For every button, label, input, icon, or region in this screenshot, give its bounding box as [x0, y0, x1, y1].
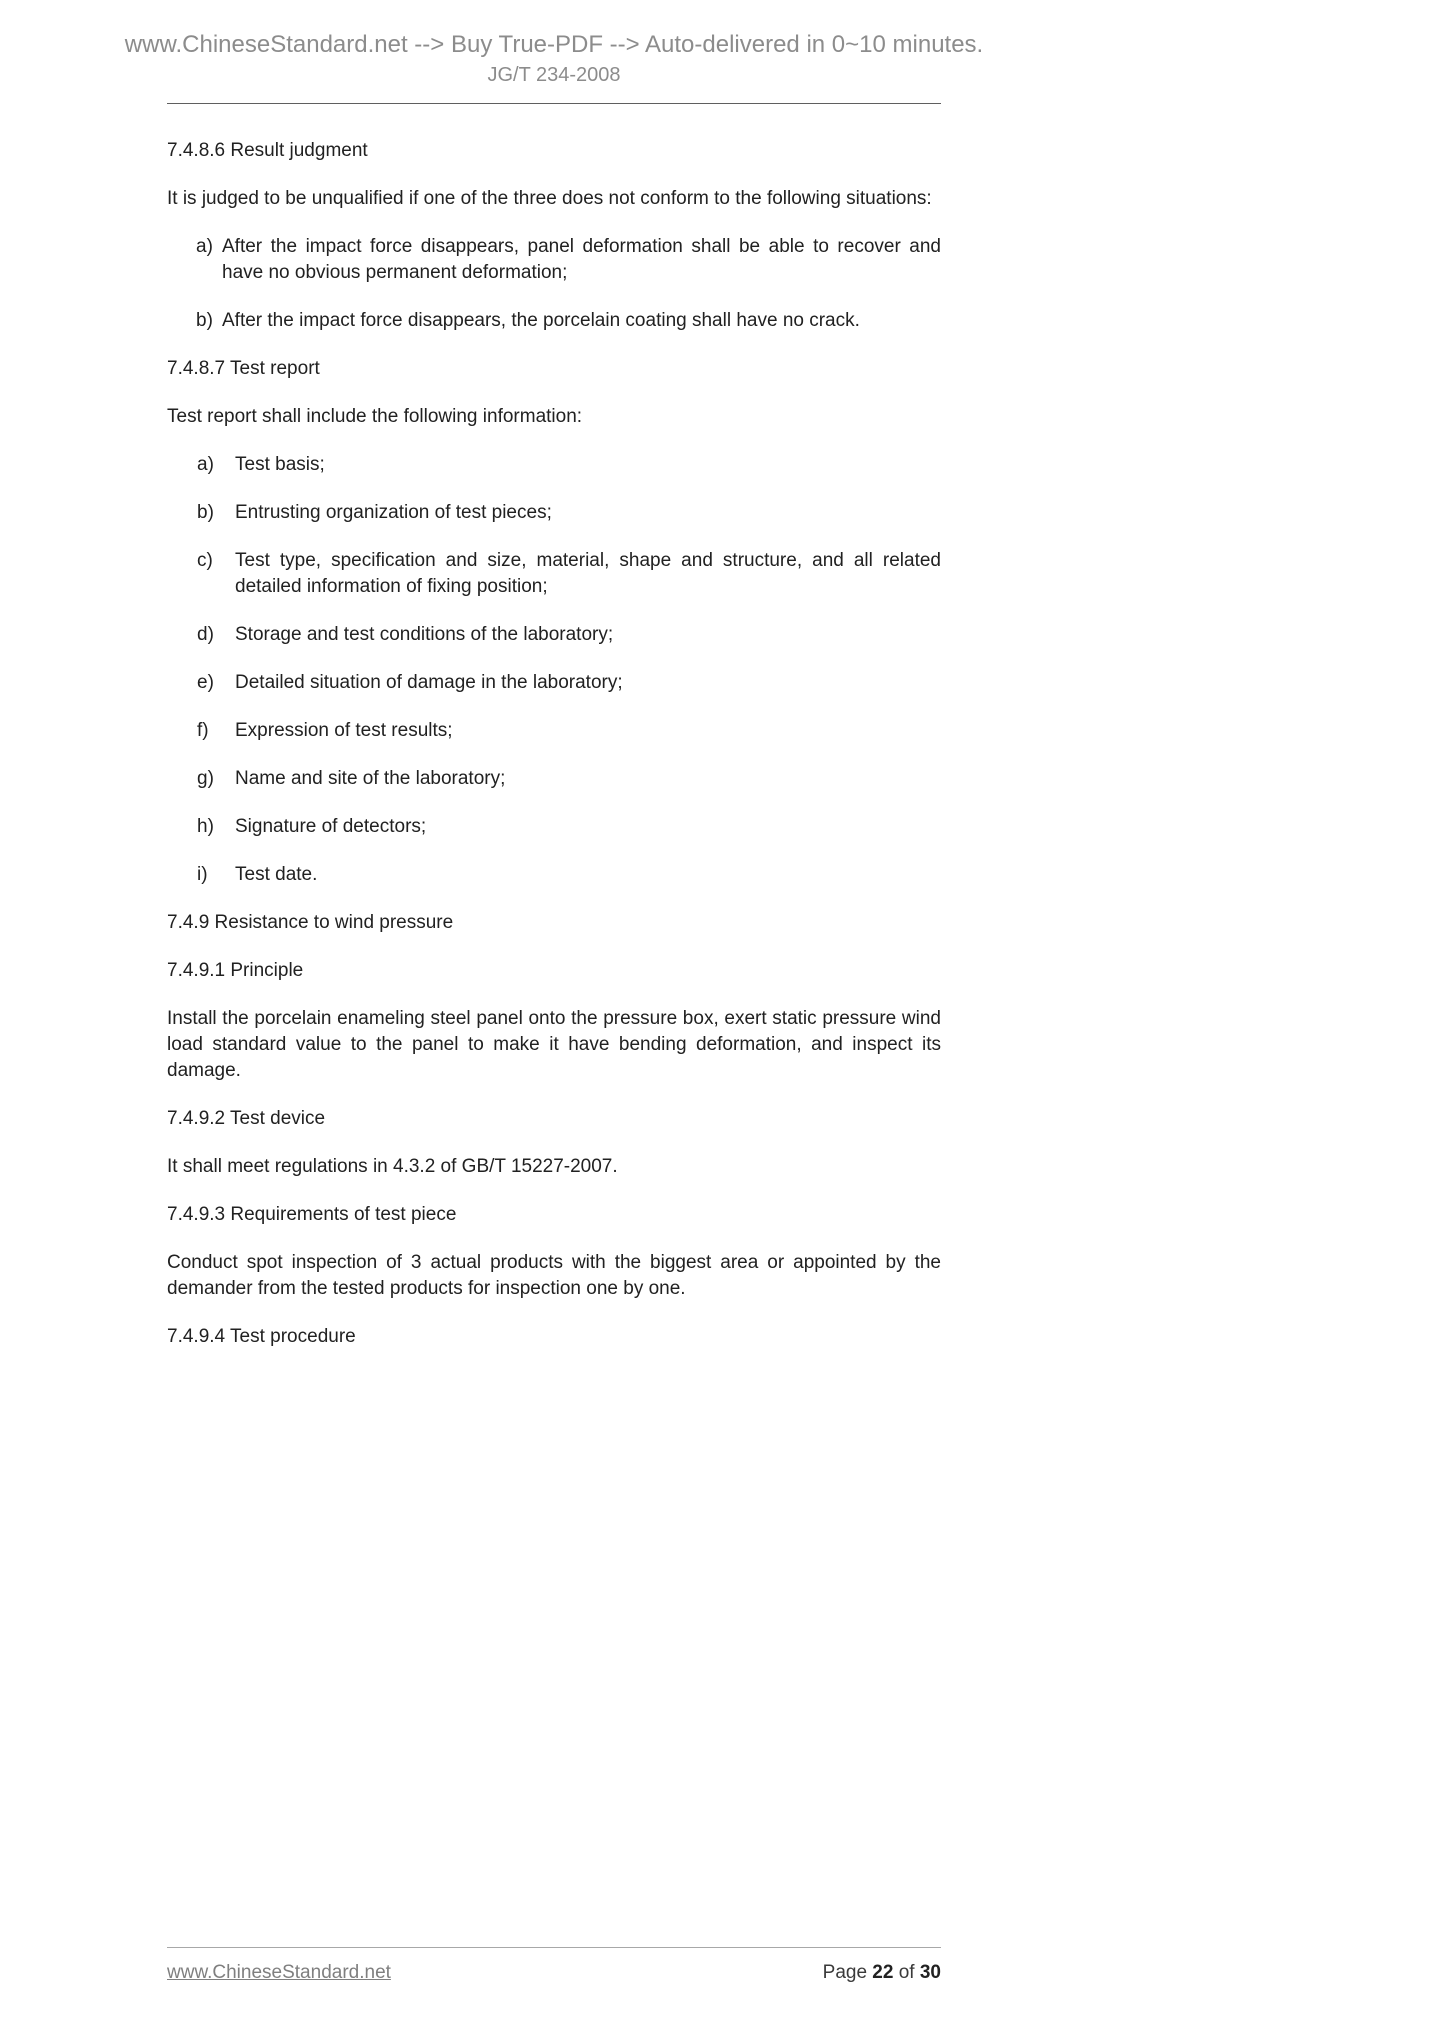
paragraph: Test report shall include the following information:: [167, 406, 583, 427]
list-text: Entrusting organization of test pieces;: [235, 502, 552, 523]
list-marker: g): [197, 768, 214, 789]
paragraph: It is judged to be unqualified if one of the three does not conform to the following situations:: [167, 188, 932, 209]
list-marker: b): [197, 502, 214, 523]
document-code: JG/T 234-2008: [487, 64, 621, 86]
page-total: 30: [919, 1962, 941, 1983]
page-of-label: of: [898, 1962, 915, 1983]
list-item: [196, 308, 941, 334]
list-marker: b): [196, 310, 213, 331]
page-footer: [167, 1947, 941, 1986]
list-text: Name and site of the laboratory;: [235, 768, 506, 789]
list-text: Detailed situation of damage in the laboratory;: [235, 672, 623, 693]
header-banner: www.ChineseStandard.net --> Buy True-PDF --> Auto-delivered in 0~10 minutes.: [124, 31, 984, 58]
page-header: [124, 0, 984, 104]
list-marker: a): [197, 454, 214, 475]
paragraph: Conduct spot inspection of 3 actual products with the biggest area or appointed by the demander from the tested products for inspection one by one.: [167, 1252, 941, 1299]
section-heading: 7.4.9.1 Principle: [167, 960, 304, 981]
page-label: Page: [822, 1962, 868, 1983]
list-text: Test date.: [235, 864, 318, 885]
list-item: [197, 766, 941, 792]
list-item: [196, 234, 941, 286]
list-marker: h): [197, 816, 214, 837]
list-marker: d): [197, 624, 214, 645]
list-marker: c): [197, 550, 213, 571]
list-item: [197, 718, 941, 744]
page-current: 22: [872, 1962, 894, 1983]
list-text: After the impact force disappears, the porcelain coating shall have no crack.: [222, 310, 860, 331]
list-marker: f): [197, 720, 209, 741]
footer-site-link[interactable]: www.ChineseStandard.net: [167, 1962, 391, 1983]
list-text: Test type, specification and size, material, shape and structure, and all related detailed information of fixing position;: [235, 550, 941, 597]
list-text: Storage and test conditions of the laboratory;: [235, 624, 614, 645]
section-heading: 7.4.8.7 Test report: [167, 358, 320, 379]
list-item: [197, 548, 941, 600]
list-item: [197, 622, 941, 648]
document-body: [167, 104, 941, 1350]
list-text: Expression of test results;: [235, 720, 453, 741]
section-heading: 7.4.9.3 Requirements of test piece: [167, 1204, 457, 1225]
list-text: Test basis;: [235, 454, 325, 475]
section-heading: 7.4.8.6 Result judgment: [167, 140, 368, 161]
section-heading: 7.4.9 Resistance to wind pressure: [167, 912, 454, 933]
list-item: [197, 452, 941, 478]
list-item: [197, 814, 941, 840]
list-text: After the impact force disappears, panel deformation shall be able to recover and have no obvious permanent deformation;: [222, 236, 941, 283]
list-marker: i): [197, 864, 208, 885]
list-marker: e): [197, 672, 214, 693]
list-marker: a): [196, 236, 213, 257]
paragraph: Install the porcelain enameling steel panel onto the pressure box, exert static pressure wind load standard value to the panel to make it have bending deformation, and inspect its damage.: [167, 1008, 941, 1081]
section-heading: 7.4.9.2 Test device: [167, 1108, 326, 1129]
paragraph: It shall meet regulations in 4.3.2 of GB/T 15227-2007.: [167, 1156, 618, 1177]
section-heading: 7.4.9.4 Test procedure: [167, 1326, 356, 1347]
list-item: [197, 500, 941, 526]
header-banner-row: [124, 30, 984, 60]
list-item: [197, 862, 941, 888]
page-number: [823, 1960, 941, 1986]
list-text: Signature of detectors;: [235, 816, 427, 837]
list-item: [197, 670, 941, 696]
